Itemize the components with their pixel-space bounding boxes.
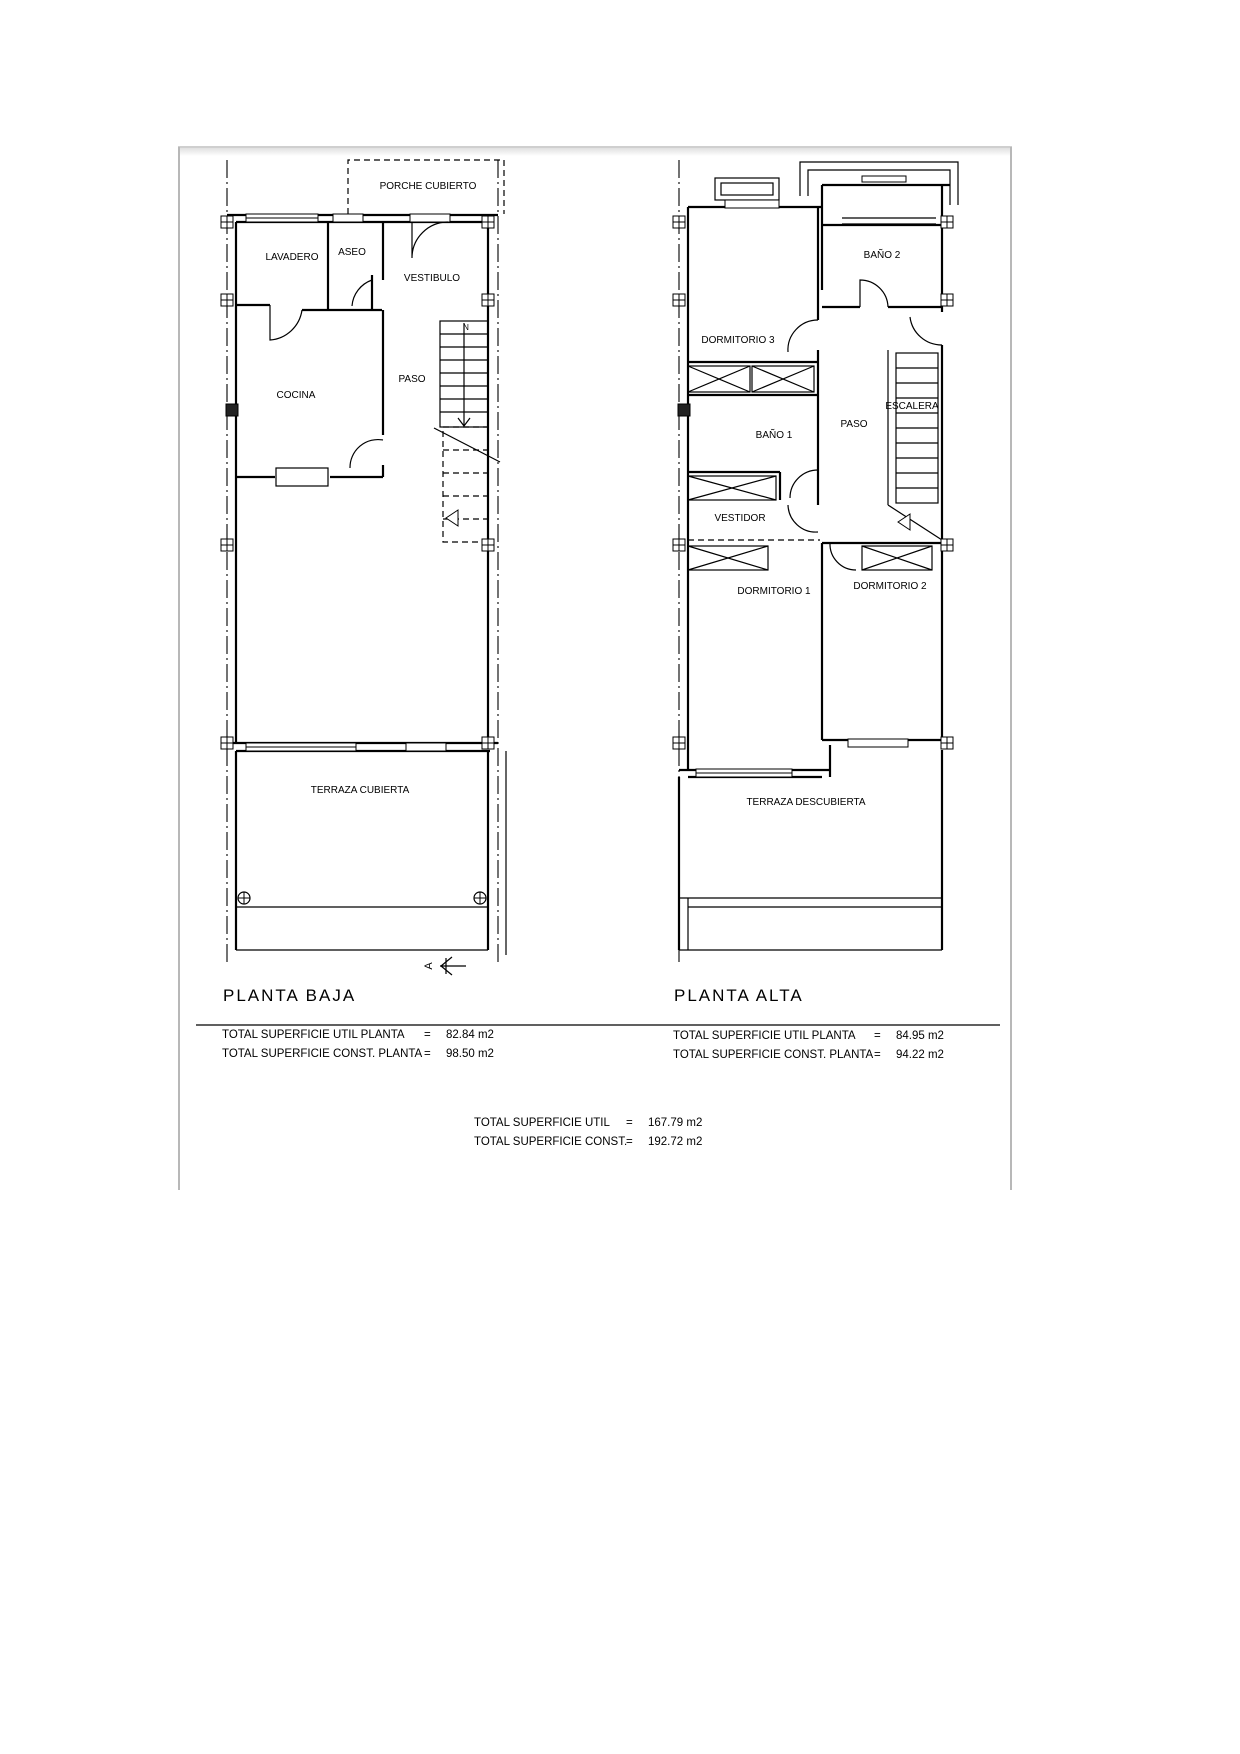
room-label-paso-alta: PASO (840, 419, 868, 430)
summary-equals: = (424, 1048, 431, 1060)
room-label-cocina: COCINA (276, 390, 316, 401)
section-mark-label: A (423, 962, 435, 970)
summary-label: TOTAL SUPERFICIE UTIL PLANTA (673, 1030, 856, 1042)
room-label-paso: PASO (398, 374, 426, 385)
summary-value: 98.50 m2 (446, 1048, 494, 1060)
summary-equals: = (424, 1029, 431, 1041)
summary-value: 84.95 m2 (896, 1030, 944, 1042)
summary-label: TOTAL SUPERFICIE CONST. PLANTA (222, 1048, 423, 1060)
total-value: 192.72 m2 (648, 1136, 703, 1148)
summary-equals: = (874, 1049, 881, 1061)
room-label-dormitorio-2: DORMITORIO 2 (853, 581, 927, 592)
upper-floor-plan (673, 160, 958, 965)
ground-floor-summary (222, 1029, 494, 1060)
total-label: TOTAL SUPERFICIE UTIL (474, 1117, 610, 1129)
room-label-escalera: ESCALERA (885, 401, 939, 412)
upper-floor-summary (673, 1030, 944, 1061)
summary-label: TOTAL SUPERFICIE CONST. PLANTA (673, 1049, 874, 1061)
title-planta-alta: PLANTA ALTA (674, 986, 804, 1005)
room-label-bano-1: BAÑO 1 (755, 430, 793, 441)
room-label-vestidor: VESTIDOR (714, 513, 766, 524)
total-equals: = (626, 1117, 633, 1129)
room-label-bano-2: BAÑO 2 (863, 250, 901, 261)
total-equals: = (626, 1136, 633, 1148)
grand-totals (474, 1117, 702, 1148)
summary-value: 94.22 m2 (896, 1049, 944, 1061)
ground-floor-plan (221, 160, 506, 975)
room-label-vestibulo: VESTIBULO (403, 273, 461, 284)
summary-equals: = (874, 1030, 881, 1042)
summary-label: TOTAL SUPERFICIE UTIL PLANTA (222, 1029, 405, 1041)
room-label-terraza-descubierta: TERRAZA DESCUBIERTA (746, 797, 866, 808)
summary-value: 82.84 m2 (446, 1029, 494, 1041)
room-label-porche-cubierto: PORCHE CUBIERTO (379, 181, 477, 192)
room-label-dormitorio-1: DORMITORIO 1 (737, 586, 811, 597)
stair-arrow-label: N (463, 323, 469, 332)
room-label-aseo: ASEO (338, 247, 366, 258)
room-label-lavadero: LAVADERO (265, 252, 319, 263)
title-planta-baja: PLANTA BAJA (223, 986, 357, 1005)
room-label-terraza-cubierta: TERRAZA CUBIERTA (310, 785, 410, 796)
room-label-dormitorio-3: DORMITORIO 3 (701, 335, 775, 346)
total-value: 167.79 m2 (648, 1117, 703, 1129)
total-label: TOTAL SUPERFICIE CONST. (474, 1136, 628, 1148)
